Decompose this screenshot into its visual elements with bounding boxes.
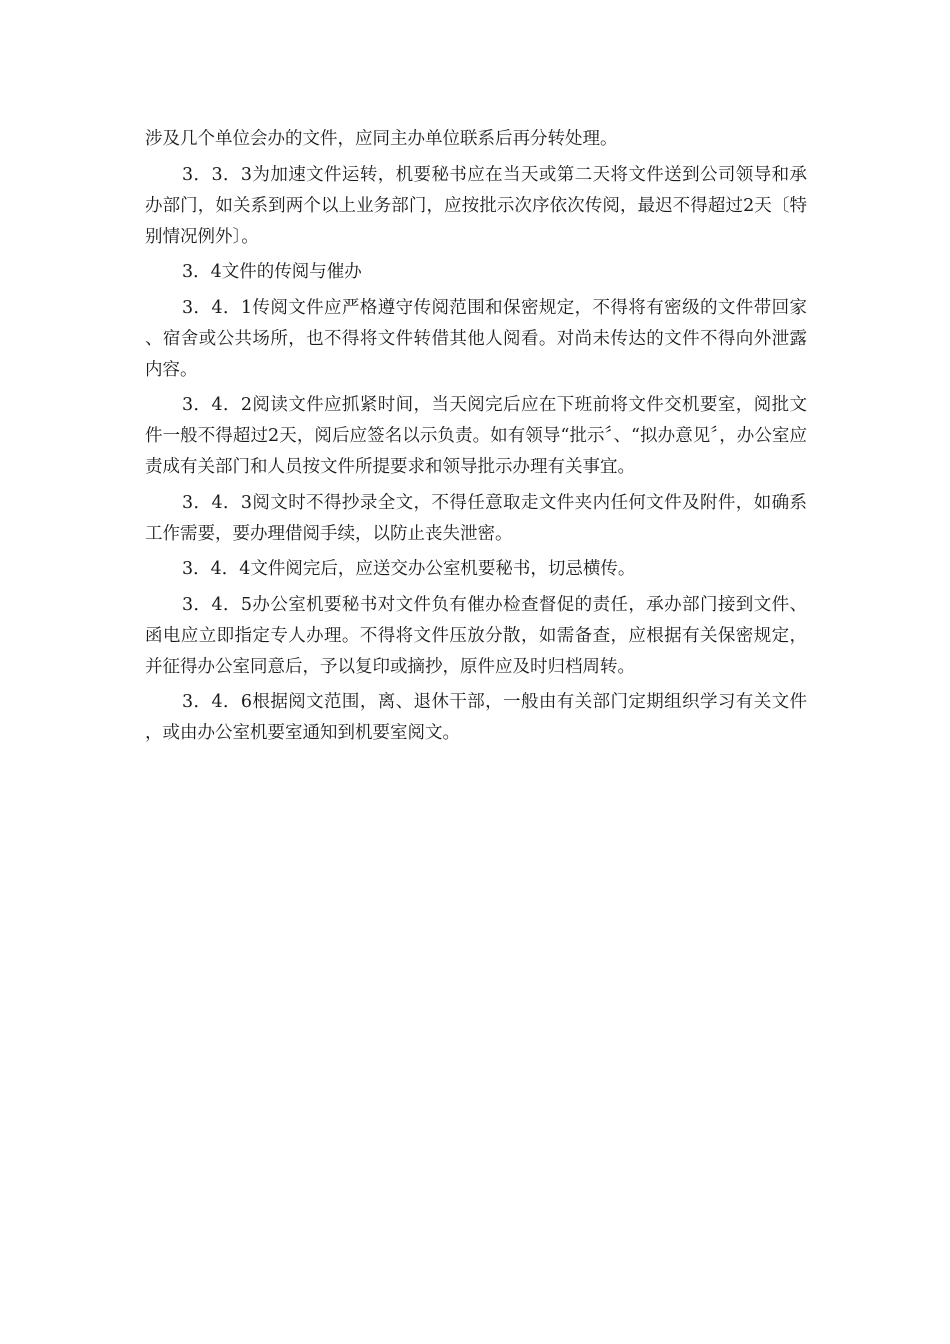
section-heading-3-4: 3．4文件的传阅与催办 [182,262,362,282]
paragraph-3-4-6: 3．4．6根据阅文范围，离、退休干部，一般由有关部门定期组织学习有关文件，或由办公室机要室通知到机要室阅文。 [145,692,807,743]
paragraph-3-3-3: 3．3．3为加速文件运转，机要秘书应在当天或第二天将文件送到公司领导和承办部门，如关系到两个以上业务部门，应按批示次序依次传阅，最迟不得超过2天〔特别情况例外〕。 [145,164,807,247]
paragraph-3-4-2: 3．4．2阅读文件应抓紧时间，当天阅完后应在下班前将文件交机要室，阅批文件一般不得超过2天，阅后应签名以示负责。如有领导“批示〞、“拟办意见〞，办公室应责成有关部门和人员按文件所提要求和领导批示办理有关事宜。 [145,395,807,477]
paragraph-3-4-3: 3．4．3阅文时不得抄录全文，不得任意取走文件夹内任何文件及附件，如确系工作需要，要办理借阅手续，以防止丧失泄密。 [145,492,807,544]
paragraph-3-4-1: 3．4．1传阅文件应严格遵守传阅范围和保密规定，不得将有密级的文件带回家、宿舍或公共场所，也不得将文件转借其他人阅看。对尚未传达的文件不得向外泄露内容。 [145,297,807,380]
paragraph-3-4-5: 3．4．5办公室机要秘书对文件负有催办检查督促的责任，承办部门接到文件、函电应立即指定专人办理。不得将文件压放分散，如需备查，应根据有关保密规定，并征得办公室同意后，予以复印或摘抄，原件应及时归档周转。 [145,594,807,677]
document-body [145,124,807,754]
paragraph-3-4-4: 3．4．4文件阅完后，应送交办公室机要秘书，切忌横传。 [182,559,636,579]
paragraph-1: 涉及几个单位会办的文件，应同主办单位联系后再分转处理。 [145,129,618,149]
